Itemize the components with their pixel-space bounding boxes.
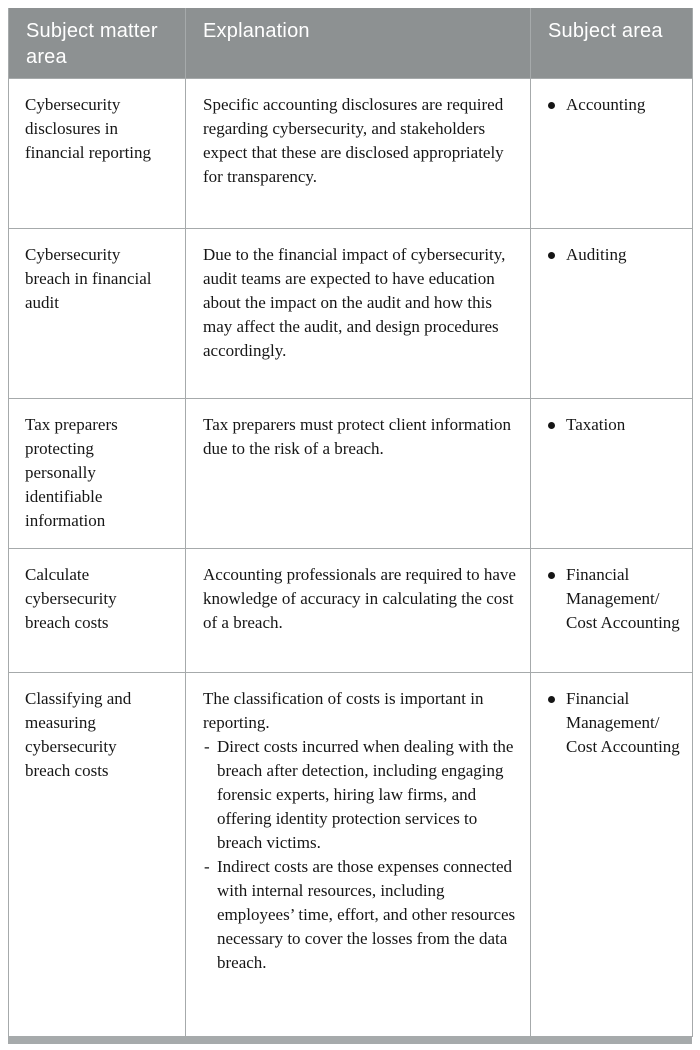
- explanation-cell: [186, 229, 531, 399]
- subject-area-cell: [531, 399, 693, 549]
- subject-area-cell: [531, 229, 693, 399]
- explanation-dash-list: [203, 735, 516, 975]
- subject-matter-text: Classifying and measuring cybersecurity breach costs: [25, 689, 132, 780]
- explanation-cell: [186, 549, 531, 673]
- subject-area-item: Financial Management/ Cost Accounting: [545, 563, 686, 635]
- explanation-dash-item-direct-costs: - Direct costs incurred when dealing with the breach after detection, including engaging forensic experts, hiring law firms, and offering identity protection services to breach victims.: [203, 735, 516, 855]
- subject-area-item: Taxation: [545, 413, 686, 437]
- table-body: [9, 79, 693, 1037]
- subject-matter-cell: [9, 399, 186, 549]
- subject-matter-cell: [9, 79, 186, 229]
- explanation-dash-item-indirect-costs: - Indirect costs are those expenses connected with internal resources, including employees’ time, effort, and other resources necessary to cover the losses from the data breach.: [203, 855, 516, 975]
- table-header-row: [9, 8, 693, 79]
- subject-matter-cell: [9, 229, 186, 399]
- subject-matter-text: Cybersecurity breach in financial audit: [25, 245, 152, 312]
- subject-matter-text: Calculate cybersecurity breach costs: [25, 565, 117, 632]
- subject-area-item: Auditing: [545, 243, 686, 267]
- explanation-text: The classification of costs is important in reporting.: [203, 689, 484, 732]
- subject-area-cell: [531, 79, 693, 229]
- table-bottom-rule: [8, 1037, 692, 1044]
- subject-matter-text: Cybersecurity disclosures in financial reporting: [25, 95, 152, 162]
- subject-matter-cell: [9, 673, 186, 1037]
- subject-areas-table: [8, 8, 693, 1037]
- explanation-text: Due to the financial impact of cybersecurity, audit teams are expected to have education about the impact on the audit and how this may affect the audit, and design procedures accordingly.: [203, 245, 506, 360]
- subject-area-list: [545, 93, 686, 117]
- explanation-text: Accounting professionals are required to have knowledge of accuracy in calculating the cost of a breach.: [203, 565, 516, 632]
- explanation-cell: [186, 399, 531, 549]
- subject-area-item: Accounting: [545, 93, 686, 117]
- explanation-text: Specific accounting disclosures are required regarding cybersecurity, and stakeholders expect that these are disclosed appropriately for transparency.: [203, 95, 504, 186]
- table-row-classifying-measuring-costs: [9, 673, 693, 1037]
- subject-area-item: Financial Management/ Cost Accounting: [545, 687, 686, 759]
- header-cell-subject-matter-area: Subject matter area: [9, 8, 186, 79]
- explanation-text: Tax preparers must protect client information due to the risk of a breach.: [203, 415, 512, 458]
- subject-area-list: [545, 243, 686, 267]
- table-row-calculate-breach-costs: [9, 549, 693, 673]
- explanation-cell: [186, 673, 531, 1037]
- subject-area-list: [545, 563, 686, 635]
- header-cell-explanation: Explanation: [186, 8, 531, 79]
- subject-area-cell: [531, 549, 693, 673]
- subject-area-list: [545, 413, 686, 437]
- header-cell-subject-area: Subject area: [531, 8, 693, 79]
- table-row-breach-financial-audit: [9, 229, 693, 399]
- subject-matter-text: Tax preparers protecting personally identifiable information: [25, 415, 118, 530]
- subject-matter-cell: [9, 549, 186, 673]
- subject-area-list: [545, 687, 686, 759]
- table-row-cybersecurity-disclosures: [9, 79, 693, 229]
- table-row-tax-preparers: [9, 399, 693, 549]
- explanation-cell: [186, 79, 531, 229]
- subject-area-cell: [531, 673, 693, 1037]
